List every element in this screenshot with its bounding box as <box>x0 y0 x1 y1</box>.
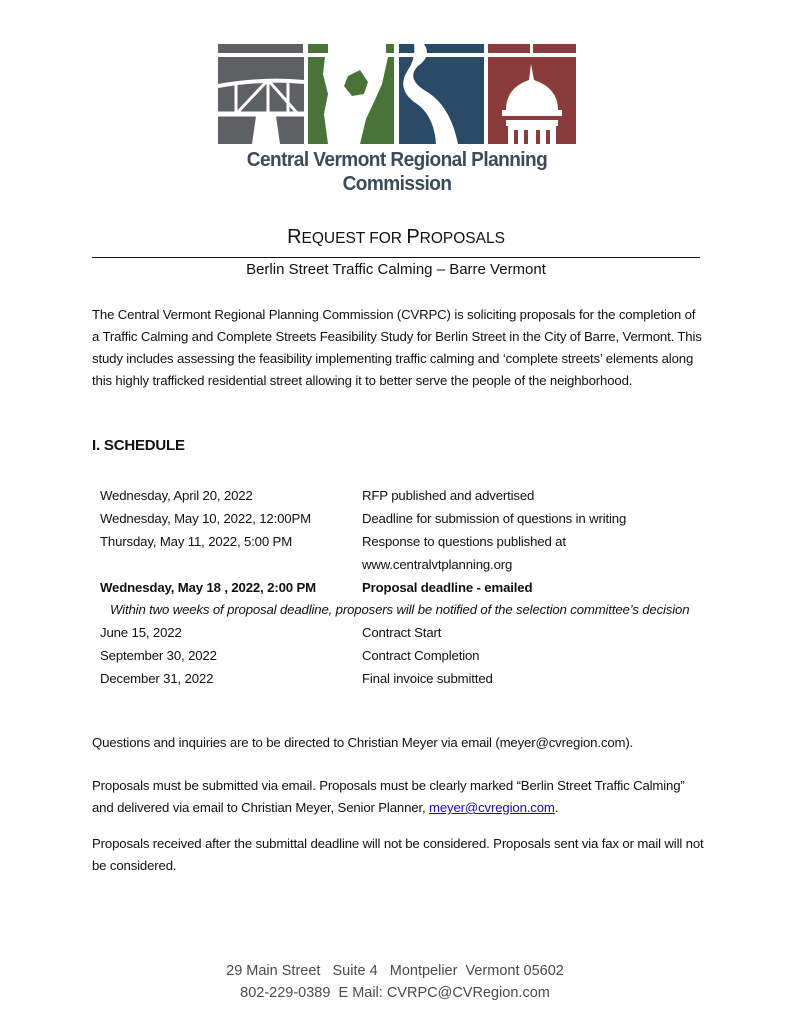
footer-address: 29 Main Street Suite 4 Montpelier Vermont 05602 <box>226 963 564 979</box>
schedule-row-deadline <box>100 576 700 599</box>
schedule-note: Within two weeks of proposal deadline, proposers will be notified of the selection committee’s decision <box>110 602 690 617</box>
schedule-date: Wednesday, May 10, 2022, 12:00PM <box>100 511 311 526</box>
schedule-date: Wednesday, April 20, 2022 <box>100 488 253 503</box>
title-cap-1: R <box>287 226 302 248</box>
intro-paragraph: The Central Vermont Regional Planning Commission (CVRPC) is soliciting proposals for the completion of a Traffic Calming and Complete Streets Feasibility Study for Berlin Street in the City of Barre, Vermont. This study includes assessing the feasibility implementing traffic calming and ‘complete streets’ elements along this highly trafficked residential street allowing it to better serve the people of the neighborhood. <box>92 307 702 388</box>
vermont-map-icon <box>308 44 394 144</box>
document-title <box>92 226 700 249</box>
schedule-date: Thursday, May 11, 2022, 5:00 PM <box>100 534 293 549</box>
title-rest-2: ROPOSALS <box>419 230 505 247</box>
capitol-dome-icon <box>488 44 576 144</box>
schedule-table <box>100 484 700 690</box>
river-icon <box>399 44 484 144</box>
schedule-row <box>100 530 700 576</box>
submission-text: Proposals must be submitted via email. Proposals must be clearly marked “Berlin Street Traffic Calming” and delivered via email to Christian Meyer, Senior Planner, <box>92 778 685 815</box>
title-rest-1: EQUEST FOR <box>301 230 407 247</box>
schedule-date: September 30, 2022 <box>100 648 217 663</box>
schedule-row <box>100 644 700 667</box>
email-link[interactable]: meyer@cvregion.com <box>428 800 555 815</box>
schedule-row <box>100 621 700 644</box>
schedule-date: Wednesday, May 18 , 2022, 2:00 PM <box>100 580 316 595</box>
submission-paragraph <box>92 775 704 819</box>
schedule-row <box>100 484 700 507</box>
title-cap-2: P <box>406 226 420 248</box>
footer <box>180 960 610 1004</box>
schedule-event: Contract Completion <box>362 648 480 663</box>
schedule-event: Deadline for submission of questions in writing <box>362 511 627 526</box>
schedule-event: Proposal deadline - emailed <box>362 580 533 595</box>
title-divider <box>92 257 700 258</box>
schedule-heading: I. SCHEDULE <box>92 437 185 454</box>
late-submission-paragraph: Proposals received after the submittal deadline will not be considered. Proposals sent via fax or mail will not be considered. <box>92 836 704 873</box>
schedule-event: Response to questions published at www.centralvtplanning.org <box>362 534 566 572</box>
schedule-row <box>100 507 700 530</box>
schedule-date: December 31, 2022 <box>100 671 214 686</box>
schedule-event: RFP published and advertised <box>362 488 535 503</box>
organization-name: Central Vermont Regional Planning Commission <box>246 148 548 195</box>
cvrpc-logo <box>218 44 576 144</box>
document-subtitle: Berlin Street Traffic Calming – Barre Vermont <box>246 261 546 278</box>
schedule-date: June 15, 2022 <box>100 625 182 640</box>
submission-end: . <box>554 800 559 815</box>
schedule-event: Contract Start <box>362 625 442 640</box>
bridge-icon <box>218 44 304 144</box>
schedule-row <box>100 667 700 690</box>
questions-paragraph: Questions and inquiries are to be directed to Christian Meyer via email (meyer@cvregion.com). <box>92 735 634 750</box>
schedule-event: Final invoice submitted <box>362 671 493 686</box>
footer-contact: 802-229-0389 E Mail: CVRPC@CVRegion.com <box>240 985 550 1001</box>
